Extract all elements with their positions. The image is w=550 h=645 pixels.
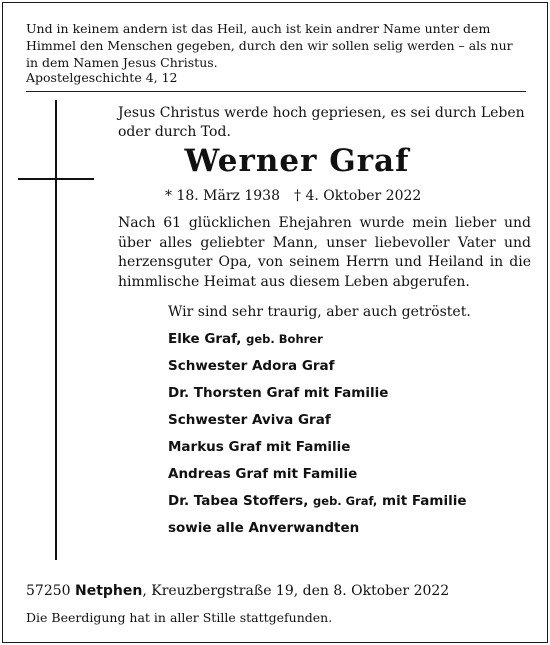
mourner-name: Elke Graf, — [168, 331, 242, 347]
mourner-line — [168, 492, 467, 519]
mourner-line — [168, 330, 467, 357]
deceased-name — [0, 143, 550, 179]
mourner-name: Dr. Thorsten Graf mit Familie — [168, 385, 389, 401]
mourners-intro: Wir sind sehr traurig, aber auch getröstet. — [168, 304, 471, 320]
mourner-line — [168, 438, 467, 465]
mourner-name: Schwester Adora Graf — [168, 358, 335, 374]
birth-date: * 18. März 1938 — [165, 188, 280, 204]
mourner-name: sowie alle Anverwandten — [168, 520, 360, 536]
mourner-note: geb. Bohrer — [246, 332, 323, 346]
obituary-text: Nach 61 glücklichen Ehejahren wurde mein lieber und über alles geliebter Mann, unser liebevoller Vater und herzensguter Opa, von seinem Herrn und Heiland in die himmlische Heimat aus diesem Leben abgerufen. — [118, 215, 531, 290]
town: Netphen — [75, 583, 143, 599]
place-and-date — [26, 583, 449, 599]
mourner-line — [168, 519, 467, 546]
verse-reference: Apostelgeschichte 4, 12 — [26, 70, 178, 85]
faith-quote: Jesus Christus werde hoch gepriesen, es sei durch Leben oder durch Tod. — [118, 105, 525, 140]
address-date: , Kreuzbergstraße 19, den 8. Oktober 2022 — [142, 583, 450, 599]
bible-verse: Und in keinem andern ist das Heil, auch ist kein andrer Name unter dem Himmel den Menschen gegeben, durch den wir sollen selig werden – als nur in dem Namen Jesus Christus. — [26, 21, 513, 70]
mourners-list — [168, 330, 467, 546]
mourner-name: Markus Graf mit Familie — [168, 439, 351, 455]
death-date: † 4. Oktober 2022 — [294, 188, 422, 204]
mourner-line — [168, 357, 467, 384]
mourner-name: Andreas Graf mit Familie — [168, 466, 358, 482]
postcode: 57250 — [26, 583, 71, 599]
notice-border — [2, 2, 548, 643]
deceased-name-text: Werner Graf — [184, 143, 410, 179]
mourner-line — [168, 384, 467, 411]
funeral-note: Die Beerdigung hat in aller Stille stattgefunden. — [26, 610, 333, 625]
life-dates — [165, 188, 421, 204]
mourner-line — [168, 465, 467, 492]
divider-line — [26, 91, 526, 92]
mourner-suffix: mit Familie — [382, 493, 467, 509]
mourner-note: geb. Graf, — [313, 494, 378, 508]
mourner-name: Dr. Tabea Stoffers, — [168, 493, 309, 509]
mourner-line — [168, 411, 467, 438]
mourner-name: Schwester Aviva Graf — [168, 412, 331, 428]
